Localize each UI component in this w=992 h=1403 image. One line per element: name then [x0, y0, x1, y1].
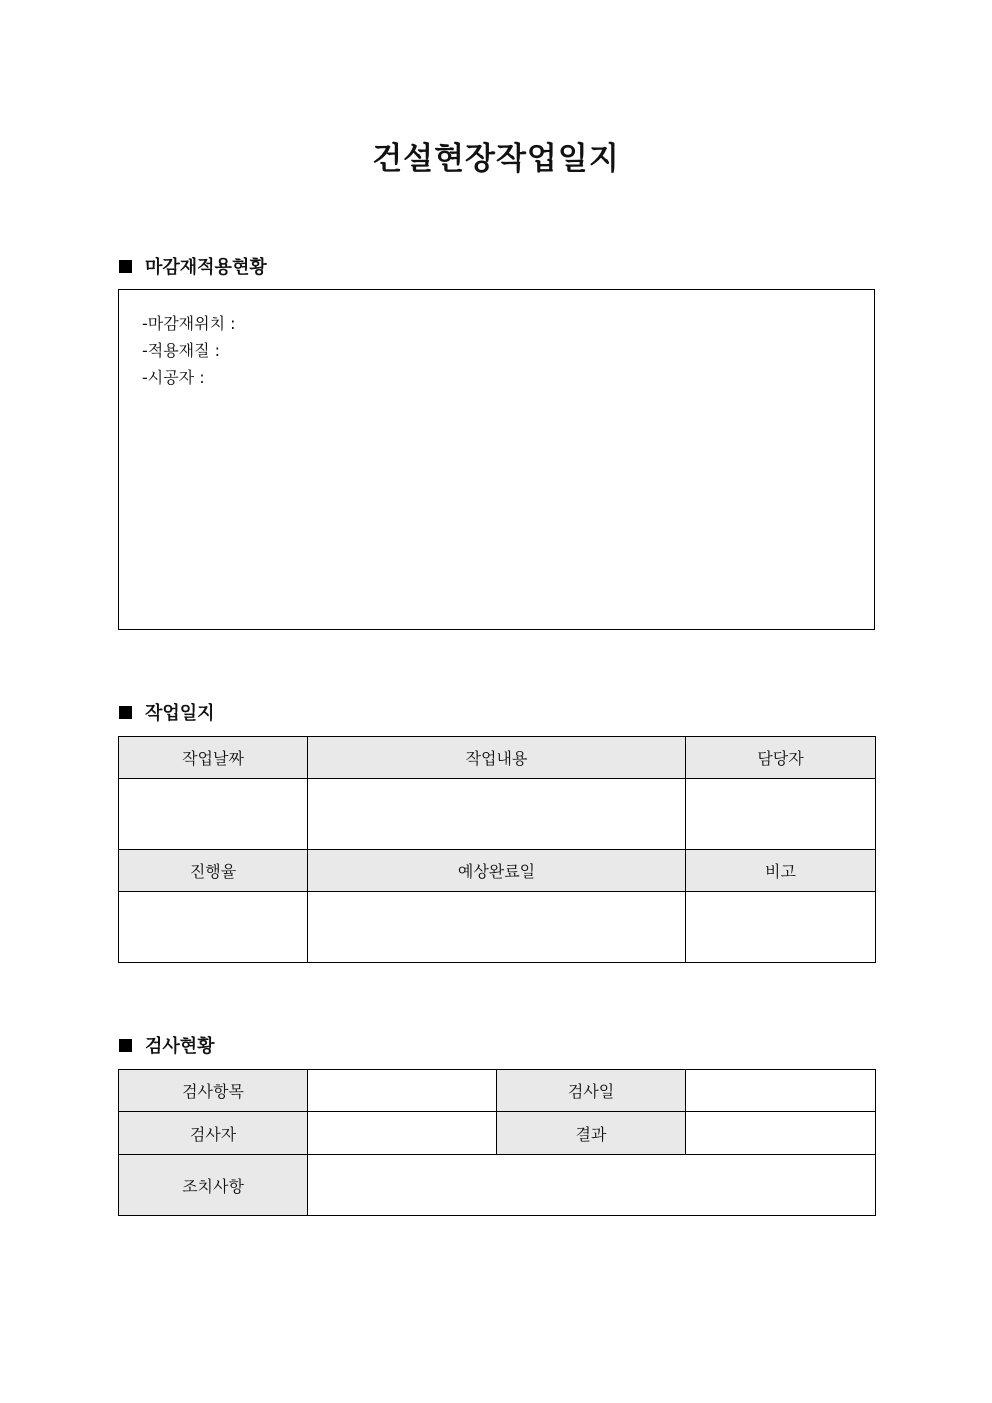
square-bullet-icon — [119, 1039, 132, 1052]
inspection-date-label: 검사일 — [497, 1070, 686, 1112]
table-row — [119, 779, 876, 850]
table-row — [119, 1070, 876, 1112]
work-date-header: 작업날짜 — [119, 737, 308, 779]
inspection-table — [118, 1069, 876, 1216]
section-heading-finish-material — [119, 253, 267, 279]
page-title: 건설현장작업일지 — [372, 141, 620, 177]
table-row — [119, 892, 876, 963]
expected-completion-header: 예상완료일 — [308, 850, 686, 892]
square-bullet-icon — [119, 706, 132, 719]
result-label: 결과 — [497, 1112, 686, 1155]
finish-material-box[interactable] — [118, 289, 875, 630]
table-header-row — [119, 737, 876, 779]
finish-location-line: -마감재위치 : — [142, 314, 236, 333]
table-row — [119, 1155, 876, 1216]
remarks-header: 비고 — [686, 850, 876, 892]
expected-completion-cell[interactable] — [308, 892, 686, 963]
work-content-cell[interactable] — [308, 779, 686, 850]
action-taken-label: 조치사항 — [119, 1155, 308, 1216]
inspection-item-label: 검사항목 — [119, 1070, 308, 1112]
remarks-cell[interactable] — [686, 892, 876, 963]
inspector-label: 검사자 — [119, 1112, 308, 1155]
applied-material-line: -적용재질 : — [142, 341, 221, 360]
progress-cell[interactable] — [119, 892, 308, 963]
manager-cell[interactable] — [686, 779, 876, 850]
action-taken-cell[interactable] — [308, 1155, 876, 1216]
work-log-table — [118, 736, 876, 963]
section-heading-label: 작업일지 — [145, 703, 215, 724]
section-heading-inspection — [119, 1032, 215, 1058]
result-cell[interactable] — [686, 1112, 876, 1155]
square-bullet-icon — [119, 260, 132, 273]
table-header-row — [119, 850, 876, 892]
inspection-date-cell[interactable] — [686, 1070, 876, 1112]
table-row — [119, 1112, 876, 1155]
manager-header: 담당자 — [686, 737, 876, 779]
inspection-item-cell[interactable] — [308, 1070, 497, 1112]
section-heading-label: 검사현황 — [145, 1036, 215, 1057]
work-date-cell[interactable] — [119, 779, 308, 850]
contractor-line: -시공자 : — [142, 368, 205, 387]
progress-header: 진행율 — [119, 850, 308, 892]
inspector-cell[interactable] — [308, 1112, 497, 1155]
work-content-header: 작업내용 — [308, 737, 686, 779]
section-heading-work-log — [119, 699, 215, 725]
section-heading-label: 마감재적용현황 — [145, 257, 267, 278]
